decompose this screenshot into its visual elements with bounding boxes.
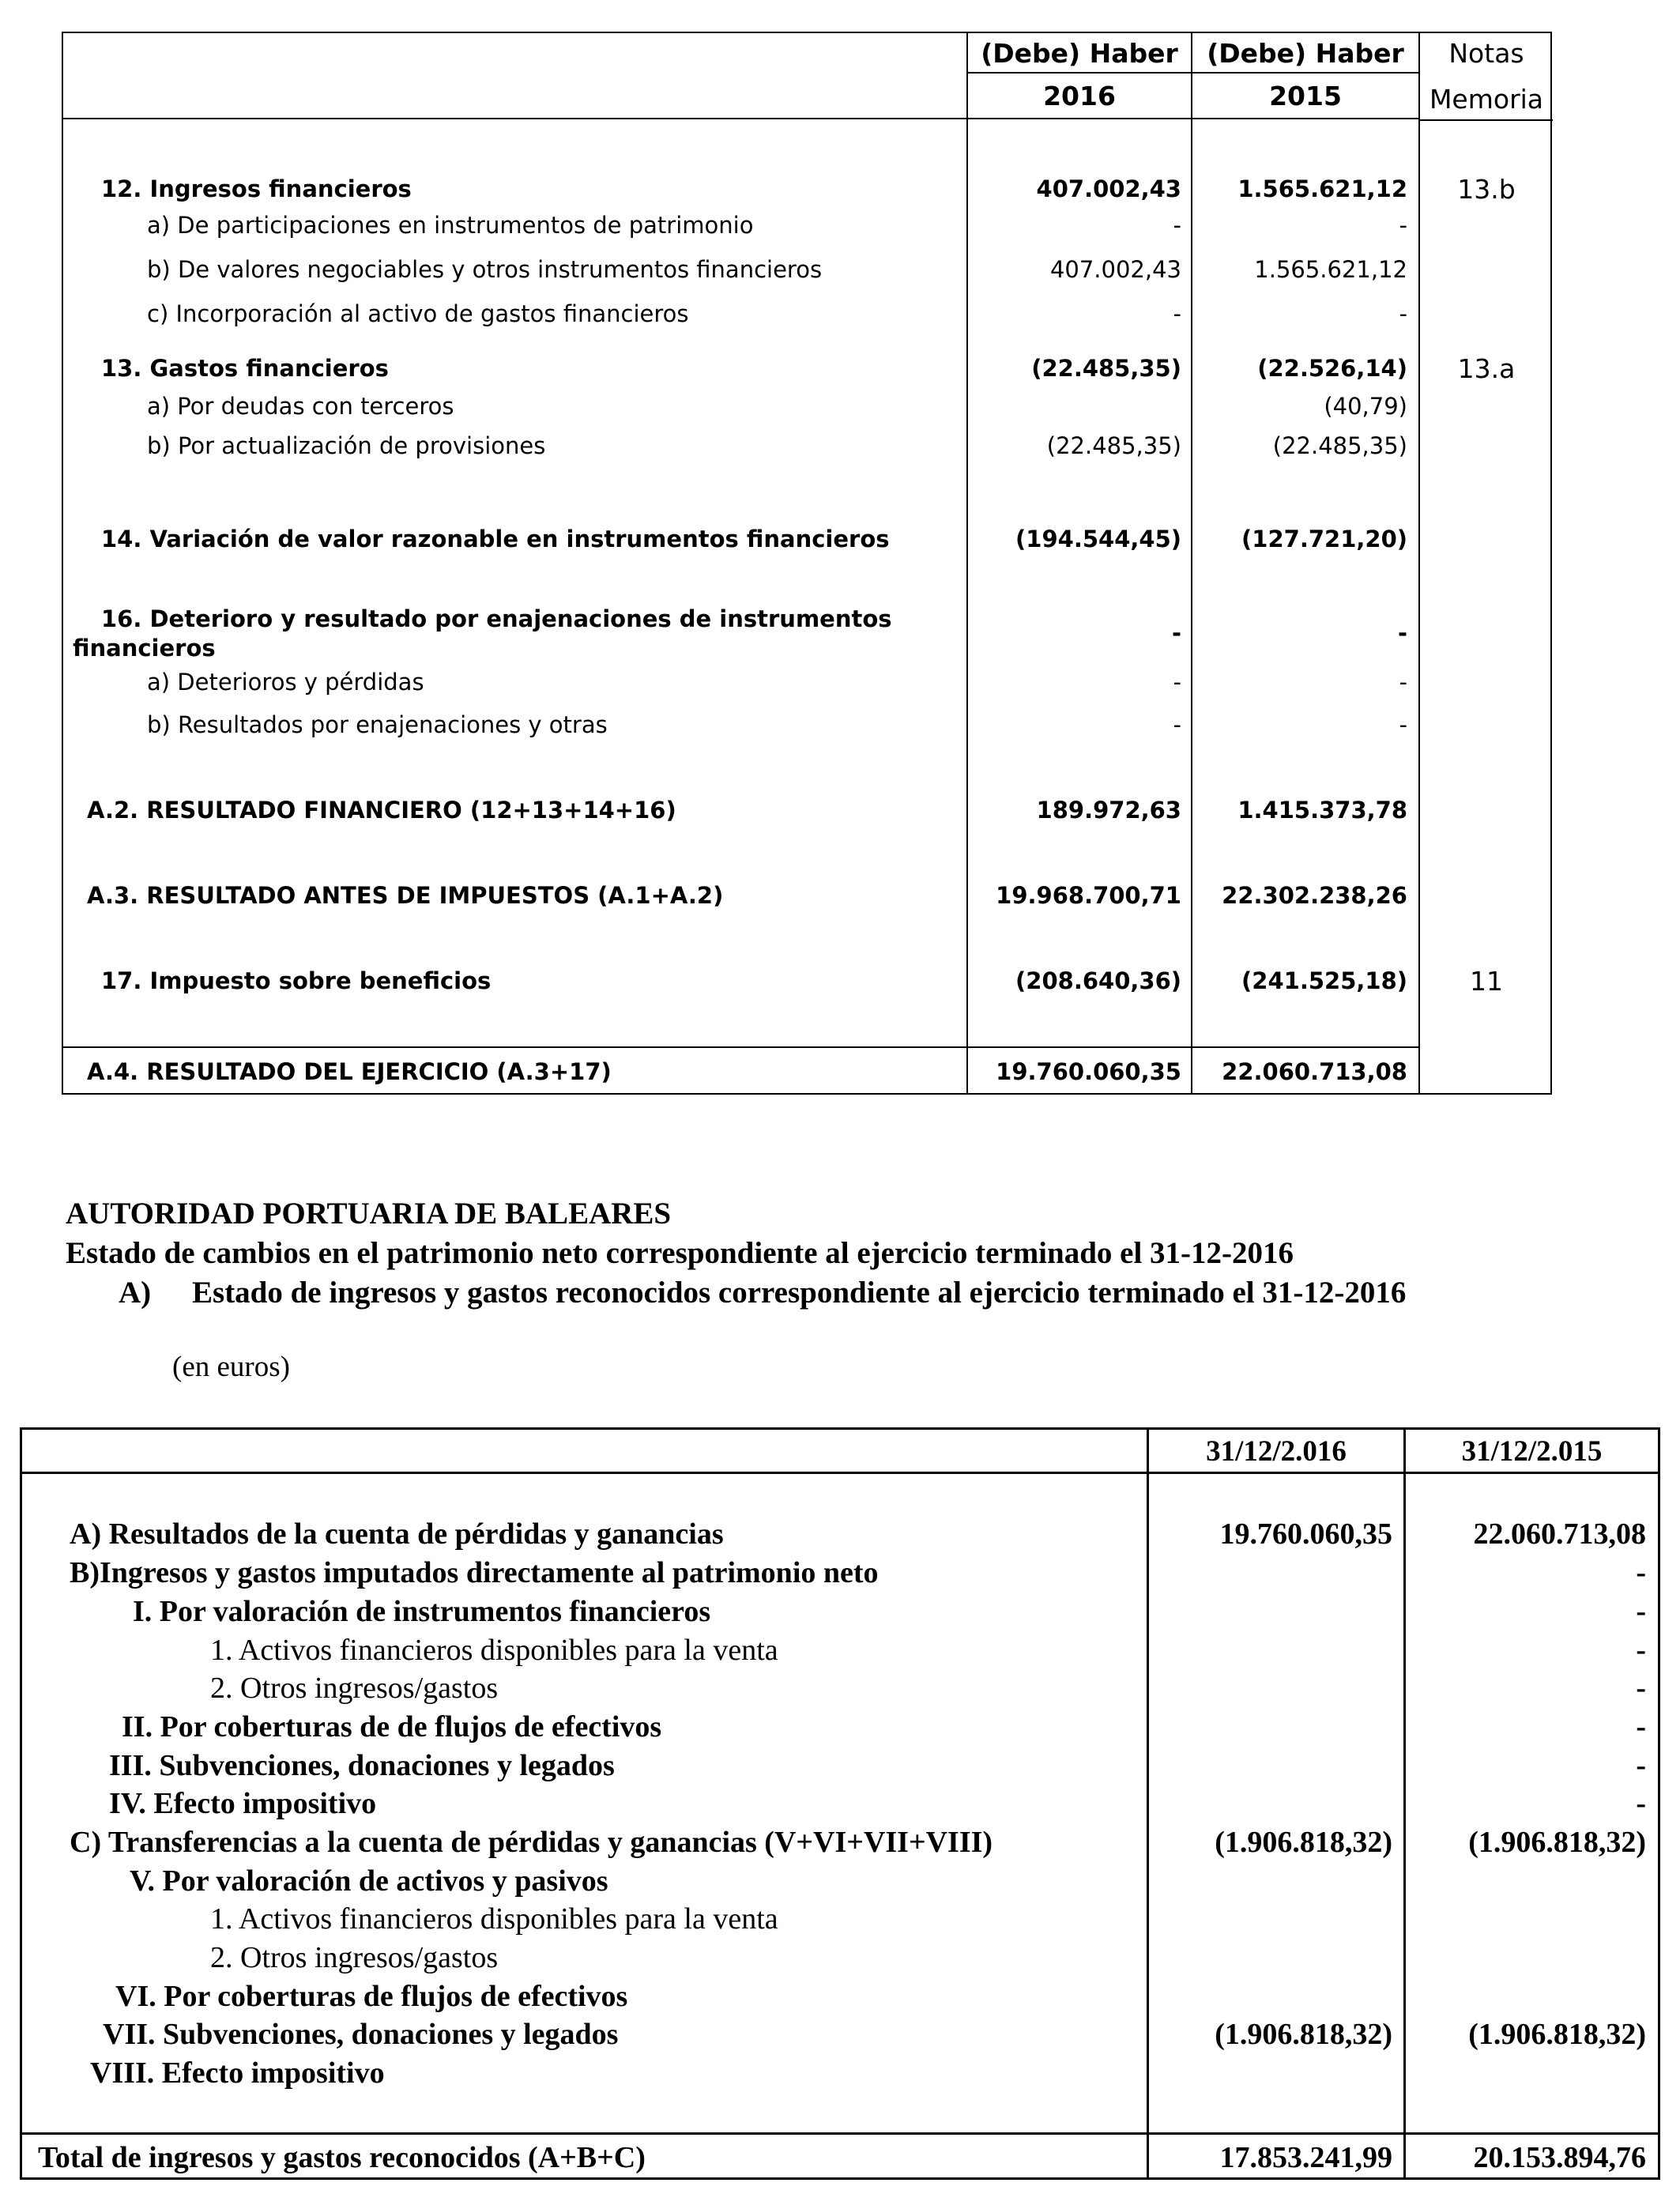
- value-2016: -: [1173, 669, 1181, 696]
- row-label: C) Transferencias a la cuenta de pérdidas y ganancias (V+VI+VII+VIII): [70, 1826, 993, 1859]
- row-label: III. Subvenciones, donaciones y legados: [109, 1749, 615, 1782]
- note-ref: 11: [1470, 966, 1503, 997]
- value-2016: -: [1171, 620, 1181, 647]
- header-2015: 31/12/2.015: [1461, 1435, 1603, 1468]
- row-label: c) Incorporación al activo de gastos financieros: [147, 300, 689, 327]
- section-heading: Estado de ingresos y gastos reconocidos correspondiente al ejercicio terminado el 31-12-2016: [192, 1276, 1407, 1310]
- value-2015: (127.721,20): [1241, 526, 1407, 552]
- section-letter: A): [119, 1276, 152, 1310]
- value-2016: 407.002,43: [1049, 256, 1181, 283]
- row-label: A.4. RESULTADO DEL EJERCICIO (A.3+17): [87, 1058, 612, 1085]
- value-2016: 19.760.060,35: [1219, 1517, 1392, 1551]
- header-notes: Notas: [1448, 38, 1524, 69]
- header-2016-label: (Debe) Haber: [981, 38, 1178, 69]
- value-2015: (1.906.818,32): [1468, 1826, 1646, 1859]
- value-2016: 19.760.060,35: [996, 1058, 1181, 1085]
- row-label: 1. Activos financieros disponibles para la venta: [210, 1902, 778, 1936]
- row-label: 2. Otros ingresos/gastos: [210, 1941, 499, 1974]
- value-2015: (1.906.818,32): [1468, 2018, 1646, 2051]
- value-2015: 20.153.894,76: [1473, 2141, 1646, 2174]
- value-2015: 1.565.621,12: [1237, 175, 1407, 202]
- value-2015: (241.525,18): [1241, 967, 1407, 994]
- value-2015: -: [1399, 711, 1407, 738]
- row-label: b) Por actualización de provisiones: [147, 432, 546, 459]
- value-2016: -: [1173, 212, 1181, 239]
- header-2016: 31/12/2.016: [1206, 1435, 1347, 1468]
- value-2016: 189.972,63: [1036, 797, 1181, 824]
- value-2015: 1.415.373,78: [1237, 797, 1407, 824]
- row-label: VII. Subvenciones, donaciones y legados: [103, 2018, 619, 2051]
- row-label: 16. Deterioro y resultado por enajenaciones de instrumentos financieros: [73, 605, 892, 662]
- header-memoria: Memoria: [1429, 84, 1544, 115]
- header-2015-year: 2015: [1269, 81, 1342, 111]
- value-2015: -: [1636, 1634, 1646, 1667]
- header-bottom-rule: [1418, 119, 1553, 121]
- entity-heading: AUTORIDAD PORTUARIA DE BALEARES: [66, 1197, 672, 1231]
- row-label: 14. Variación de valor razonable en instrumentos financieros: [101, 526, 890, 552]
- row-label: A) Resultados de la cuenta de pérdidas y ganancias: [70, 1517, 724, 1551]
- value-2015: -: [1636, 1787, 1646, 1820]
- value-2015: -: [1399, 300, 1407, 327]
- value-2016: (22.485,35): [1046, 432, 1181, 459]
- note-ref: 13.a: [1457, 353, 1516, 384]
- value-2015: (40,79): [1324, 393, 1407, 420]
- note-ref: 13.b: [1457, 174, 1516, 205]
- total-row-rule: [63, 1046, 1418, 1048]
- value-2015: -: [1636, 1710, 1646, 1744]
- row-label: II. Por coberturas de de flujos de efectivos: [122, 1710, 662, 1744]
- row-label: IV. Efecto impositivo: [109, 1787, 377, 1820]
- value-2015: (22.526,14): [1257, 355, 1407, 382]
- value-2015: 1.565.621,12: [1254, 256, 1407, 283]
- value-2016: -: [1173, 711, 1181, 738]
- row-label: VIII. Efecto impositivo: [90, 2056, 385, 2090]
- row-label: I. Por valoración de instrumentos financieros: [133, 1595, 711, 1628]
- value-2015: -: [1399, 212, 1407, 239]
- value-2015: (22.485,35): [1272, 432, 1407, 459]
- header-bottom-rule: [63, 118, 1418, 119]
- row-label: 13. Gastos financieros: [101, 355, 389, 382]
- header-divider: [966, 72, 1418, 74]
- row-label: 17. Impuesto sobre beneficios: [101, 967, 492, 994]
- row-label: a) Por deudas con terceros: [147, 393, 454, 420]
- header-bottom-rule: [22, 1472, 1658, 1474]
- header-2015-label: (Debe) Haber: [1207, 38, 1404, 69]
- row-label: a) Deterioros y pérdidas: [147, 669, 424, 696]
- row-label: Total de ingresos y gastos reconocidos (A+B+C): [38, 2141, 646, 2174]
- income-statement-table: [62, 32, 1552, 1095]
- value-2015: -: [1399, 669, 1407, 696]
- value-2015: 22.060.713,08: [1222, 1058, 1407, 1085]
- row-label: a) De participaciones en instrumentos de patrimonio: [147, 212, 754, 239]
- value-2016: 17.853.241,99: [1219, 2141, 1392, 2174]
- value-2015: -: [1397, 620, 1407, 647]
- row-label: V. Por valoración de activos y pasivos: [130, 1864, 608, 1898]
- row-label: 1. Activos financieros disponibles para la venta: [210, 1634, 778, 1667]
- value-2016: (194.544,45): [1015, 526, 1181, 552]
- row-label: VI. Por coberturas de flujos de efectivos: [115, 1980, 628, 2013]
- currency-note: (en euros): [172, 1351, 290, 1383]
- value-2016: (208.640,36): [1015, 967, 1181, 994]
- recognized-income-expense-table: [20, 1427, 1660, 2180]
- header-2016-year: 2016: [1043, 81, 1116, 111]
- value-2016: 407.002,43: [1036, 175, 1181, 202]
- row-label: A.2. RESULTADO FINANCIERO (12+13+14+16): [87, 797, 676, 824]
- value-2015: 22.302.238,26: [1222, 882, 1407, 909]
- statement-heading: Estado de cambios en el patrimonio neto correspondiente al ejercicio terminado el 31-12-2016: [66, 1236, 1294, 1270]
- value-2015: -: [1636, 1749, 1646, 1782]
- value-2015: -: [1636, 1595, 1646, 1628]
- value-2016: -: [1173, 300, 1181, 327]
- row-label: B)Ingresos y gastos imputados directamente al patrimonio neto: [70, 1556, 879, 1589]
- value-2015: -: [1636, 1672, 1646, 1705]
- row-label: b) Resultados por enajenaciones y otras: [147, 711, 608, 738]
- row-label: 2. Otros ingresos/gastos: [210, 1672, 499, 1705]
- total-row-rule: [22, 2132, 1658, 2135]
- row-label: A.3. RESULTADO ANTES DE IMPUESTOS (A.1+A.2): [87, 882, 724, 909]
- row-label: 12. Ingresos financieros: [101, 175, 412, 202]
- value-2015: 22.060.713,08: [1473, 1517, 1646, 1551]
- value-2016: (1.906.818,32): [1215, 1826, 1392, 1859]
- row-label: b) De valores negociables y otros instrumentos financieros: [147, 256, 823, 283]
- value-2016: (1.906.818,32): [1215, 2018, 1392, 2051]
- value-2015: -: [1636, 1556, 1646, 1589]
- value-2016: (22.485,35): [1031, 355, 1181, 382]
- value-2016: 19.968.700,71: [996, 882, 1181, 909]
